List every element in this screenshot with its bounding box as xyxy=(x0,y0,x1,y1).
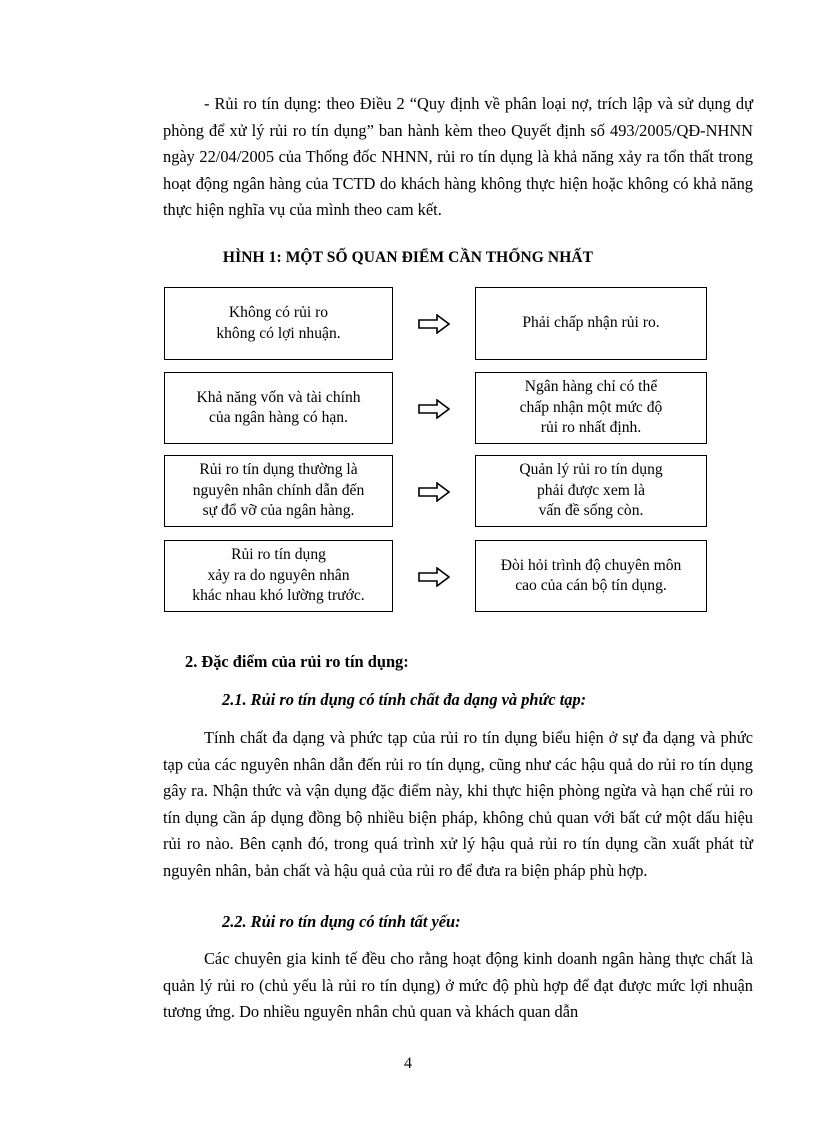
box-line: phải được xem là xyxy=(536,481,646,499)
right-arrow-icon xyxy=(418,314,450,334)
box-line: chấp nhận một mức độ xyxy=(519,398,663,416)
box-line: rủi ro nhất định. xyxy=(540,419,642,437)
figure-right-box-3 xyxy=(475,455,707,527)
figure-left-box-4 xyxy=(164,540,393,612)
box-line: nguyên nhân chính dẫn đến xyxy=(192,481,365,499)
box-line: cao của cán bộ tín dụng. xyxy=(515,577,667,594)
figure-right-box-2 xyxy=(475,372,707,444)
figure-title: HÌNH 1: MỘT SỐ QUAN ĐIỂM CẦN THỐNG NHẤT xyxy=(222,249,594,266)
right-arrow-icon xyxy=(418,482,450,502)
subsection-2-2-body: Các chuyên gia kinh tế đều cho rằng hoạt động kinh doanh ngân hàng thực chất là quản lý rủi ro (chủ yếu là rủi ro tín dụng) ở mức độ phù hợp để đạt được mức lợi nhuận tương ứng. Do nhiều nguyên nhân chủ quan và khách quan dẫn xyxy=(163,949,753,1021)
right-arrow-icon xyxy=(418,399,450,419)
box-line: Quản lý rủi ro tín dụng xyxy=(519,461,663,479)
box-line: Khả năng vốn và tài chính xyxy=(196,388,361,406)
figure-right-box-1 xyxy=(475,287,707,360)
figure-left-box-3 xyxy=(164,455,393,527)
figure-right-box-4 xyxy=(475,540,707,612)
box-line: xảy ra do nguyên nhân xyxy=(207,566,350,584)
page-number: 4 xyxy=(404,1055,412,1072)
box-line: vấn đề sống còn. xyxy=(538,502,644,520)
section-heading: 2. Đặc điểm của rủi ro tín dụng: xyxy=(185,652,409,671)
box-line: Rủi ro tín dụng thường là xyxy=(199,461,358,479)
box-line: Không có rủi ro xyxy=(228,304,329,321)
box-line: của ngân hàng có hạn. xyxy=(209,409,348,426)
right-arrow-icon xyxy=(418,567,450,587)
intro-paragraph: - Rủi ro tín dụng: theo Điều 2 “Quy định về phân loại nợ, trích lập và sử dụng dự phòng để xử lý rủi ro tín dụng” ban hành kèm theo Quyết định số 493/2005/QĐ-NHNN ngày 22/04/2005 của Thống đốc NHNN, rủi ro tín dụng là khả năng xảy ra tổn thất trong hoạt động ngân hàng của TCTD do khách hàng không thực hiện hoặc không có khả năng thực hiện nghĩa vụ của mình theo cam kết. xyxy=(163,94,753,219)
box-line: không có lợi nhuận. xyxy=(216,324,341,342)
box-line: sự đổ vỡ của ngân hàng. xyxy=(202,502,355,520)
box-line: Phải chấp nhận rủi ro. xyxy=(522,314,660,332)
subsection-heading-2-1: 2.1. Rủi ro tín dụng có tính chất đa dạng và phức tạp: xyxy=(222,690,587,709)
box-line: khác nhau khó lường trước. xyxy=(192,587,365,605)
figure-left-box-2 xyxy=(164,372,393,444)
box-line: Ngân hàng chỉ có thể xyxy=(524,378,658,396)
figure-left-box-1 xyxy=(164,287,393,360)
subsection-2-1-body: Tính chất đa dạng và phức tạp của rủi ro tín dụng biểu hiện ở sự đa dạng và phức tạp của các nguyên nhân dẫn đến rủi ro tín dụng, cũng như các hậu quả do rủi ro tín dụng gây ra. Nhận thức và vận dụng đặc điểm này, khi thực hiện phòng ngừa và hạn chế rủi ro tín dụng cần áp dụng đồng bộ nhiều biện pháp, không chủ quan với bất cứ một dấu hiệu rủi ro nào. Bên cạnh đó, trong quá trình xử lý hậu quả rủi ro tín dụng cần xuất phát từ nguyên nhân, bản chất và hậu quả của rủi ro để đưa ra biện pháp phù hợp. xyxy=(163,728,753,880)
subsection-heading-2-2: 2.2. Rủi ro tín dụng có tính tất yếu: xyxy=(222,912,461,931)
box-line: Đòi hỏi trình độ chuyên môn xyxy=(500,556,682,574)
box-line: Rủi ro tín dụng xyxy=(231,546,326,564)
